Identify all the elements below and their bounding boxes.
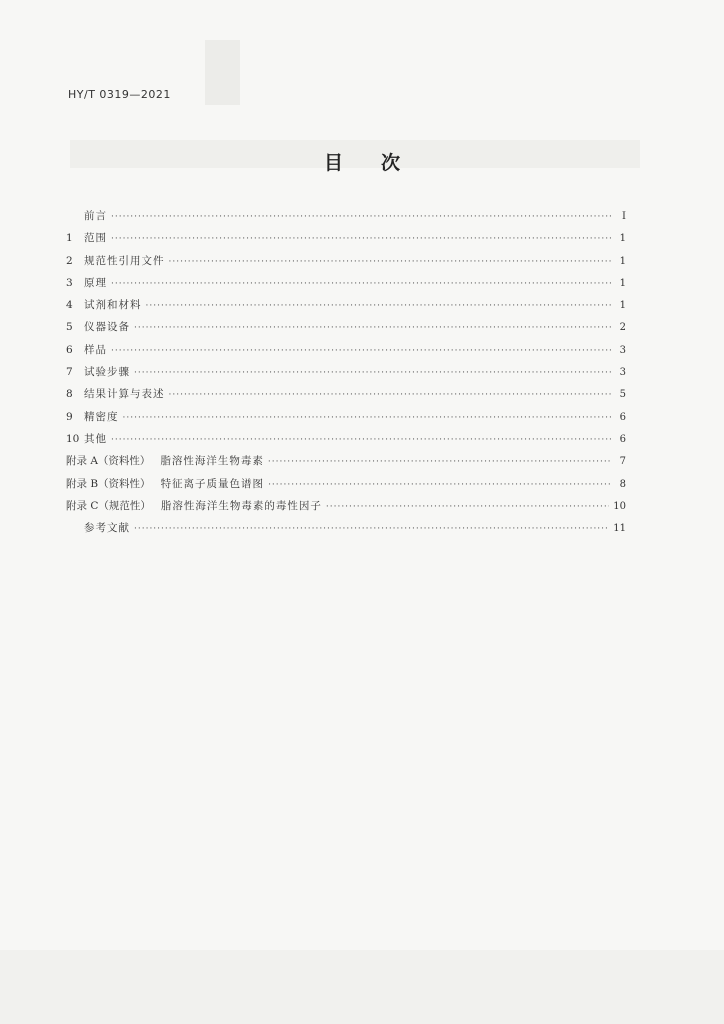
toc-entry[interactable] bbox=[66, 520, 626, 542]
toc-page: 3 bbox=[619, 367, 626, 379]
toc-title: 试验步骤 bbox=[84, 366, 130, 379]
toc-entry[interactable] bbox=[66, 297, 626, 319]
toc-entry[interactable] bbox=[66, 431, 626, 453]
toc-entry[interactable] bbox=[66, 319, 626, 341]
toc-leader bbox=[134, 323, 612, 333]
toc-leader bbox=[326, 502, 609, 512]
toc-page: 1 bbox=[619, 233, 626, 245]
toc-leader bbox=[268, 457, 612, 467]
toc-title: 仪器设备 bbox=[84, 321, 130, 334]
title-char: 次 bbox=[381, 152, 401, 174]
toc-leader bbox=[146, 301, 613, 311]
toc-number: 4 bbox=[66, 299, 73, 312]
toc-appendix-label: 附录 B（资料性） bbox=[66, 477, 151, 490]
toc-number: 8 bbox=[66, 388, 73, 401]
toc-entry[interactable] bbox=[66, 386, 626, 408]
toc-entry[interactable] bbox=[66, 275, 626, 297]
toc-number: 7 bbox=[66, 366, 73, 379]
toc-page: 6 bbox=[619, 411, 626, 423]
toc-number: 9 bbox=[66, 410, 73, 423]
toc-page: 6 bbox=[619, 433, 626, 445]
toc-appendix-label: 附录 C（规范性） bbox=[66, 499, 151, 512]
toc-title: 前言 bbox=[84, 210, 107, 222]
toc-entry[interactable] bbox=[66, 253, 626, 275]
toc-number: 10 bbox=[66, 432, 80, 445]
scan-bleed-footer bbox=[0, 950, 724, 1024]
toc-leader bbox=[111, 212, 612, 222]
toc-leader bbox=[134, 524, 609, 534]
toc-entry[interactable] bbox=[66, 208, 626, 230]
toc-leader bbox=[268, 480, 612, 490]
toc-page: 2 bbox=[619, 322, 626, 334]
toc-page: Ⅰ bbox=[622, 211, 626, 222]
title-char: 目 bbox=[323, 152, 343, 174]
toc-entry[interactable] bbox=[66, 498, 626, 520]
toc-entry[interactable] bbox=[66, 342, 626, 364]
toc-page: 1 bbox=[619, 300, 626, 312]
toc-leader bbox=[169, 390, 613, 400]
toc-title: 范围 bbox=[84, 232, 107, 245]
toc-number: 1 bbox=[66, 232, 73, 245]
scan-bleed-mark bbox=[205, 40, 240, 105]
toc-leader bbox=[111, 346, 612, 356]
toc-title: 样品 bbox=[84, 343, 107, 356]
toc-page: 7 bbox=[619, 456, 626, 468]
toc-title: 脂溶性海洋生物毒素的毒性因子 bbox=[160, 499, 322, 512]
standard-code: HY/T 0319—2021 bbox=[68, 88, 171, 101]
toc-title: 结果计算与表述 bbox=[84, 388, 165, 401]
page-title bbox=[0, 148, 724, 175]
toc-page: 8 bbox=[619, 478, 626, 490]
toc-number: 2 bbox=[66, 254, 73, 267]
toc-leader bbox=[123, 413, 613, 423]
toc-number: 5 bbox=[66, 321, 73, 334]
toc-leader bbox=[169, 257, 613, 267]
toc-title: 参考文献 bbox=[84, 522, 130, 535]
toc-title: 试剂和材料 bbox=[84, 299, 142, 312]
toc-entry[interactable] bbox=[66, 409, 626, 431]
toc-page: 1 bbox=[619, 255, 626, 267]
table-of-contents bbox=[66, 208, 626, 542]
toc-entry[interactable] bbox=[66, 476, 626, 498]
toc-page: 3 bbox=[619, 344, 626, 356]
toc-title: 精密度 bbox=[84, 410, 119, 423]
toc-entry[interactable] bbox=[66, 453, 626, 475]
toc-leader bbox=[111, 279, 612, 289]
toc-entry[interactable] bbox=[66, 364, 626, 386]
toc-number: 3 bbox=[66, 276, 73, 289]
toc-appendix-label: 附录 A（资料性） bbox=[66, 455, 151, 468]
toc-number: 6 bbox=[66, 343, 73, 356]
toc-title: 脂溶性海洋生物毒素 bbox=[160, 455, 264, 468]
toc-page: 11 bbox=[613, 523, 626, 535]
toc-title: 规范性引用文件 bbox=[84, 254, 165, 267]
toc-page: 1 bbox=[619, 277, 626, 289]
toc-entry[interactable] bbox=[66, 230, 626, 252]
toc-title: 特征离子质量色谱图 bbox=[160, 477, 265, 490]
toc-title: 原理 bbox=[84, 276, 107, 289]
toc-leader bbox=[111, 234, 612, 244]
toc-leader bbox=[111, 435, 612, 445]
toc-page: 5 bbox=[619, 389, 626, 401]
toc-page: 10 bbox=[613, 500, 626, 512]
toc-title: 其他 bbox=[84, 432, 107, 445]
toc-leader bbox=[134, 368, 612, 378]
